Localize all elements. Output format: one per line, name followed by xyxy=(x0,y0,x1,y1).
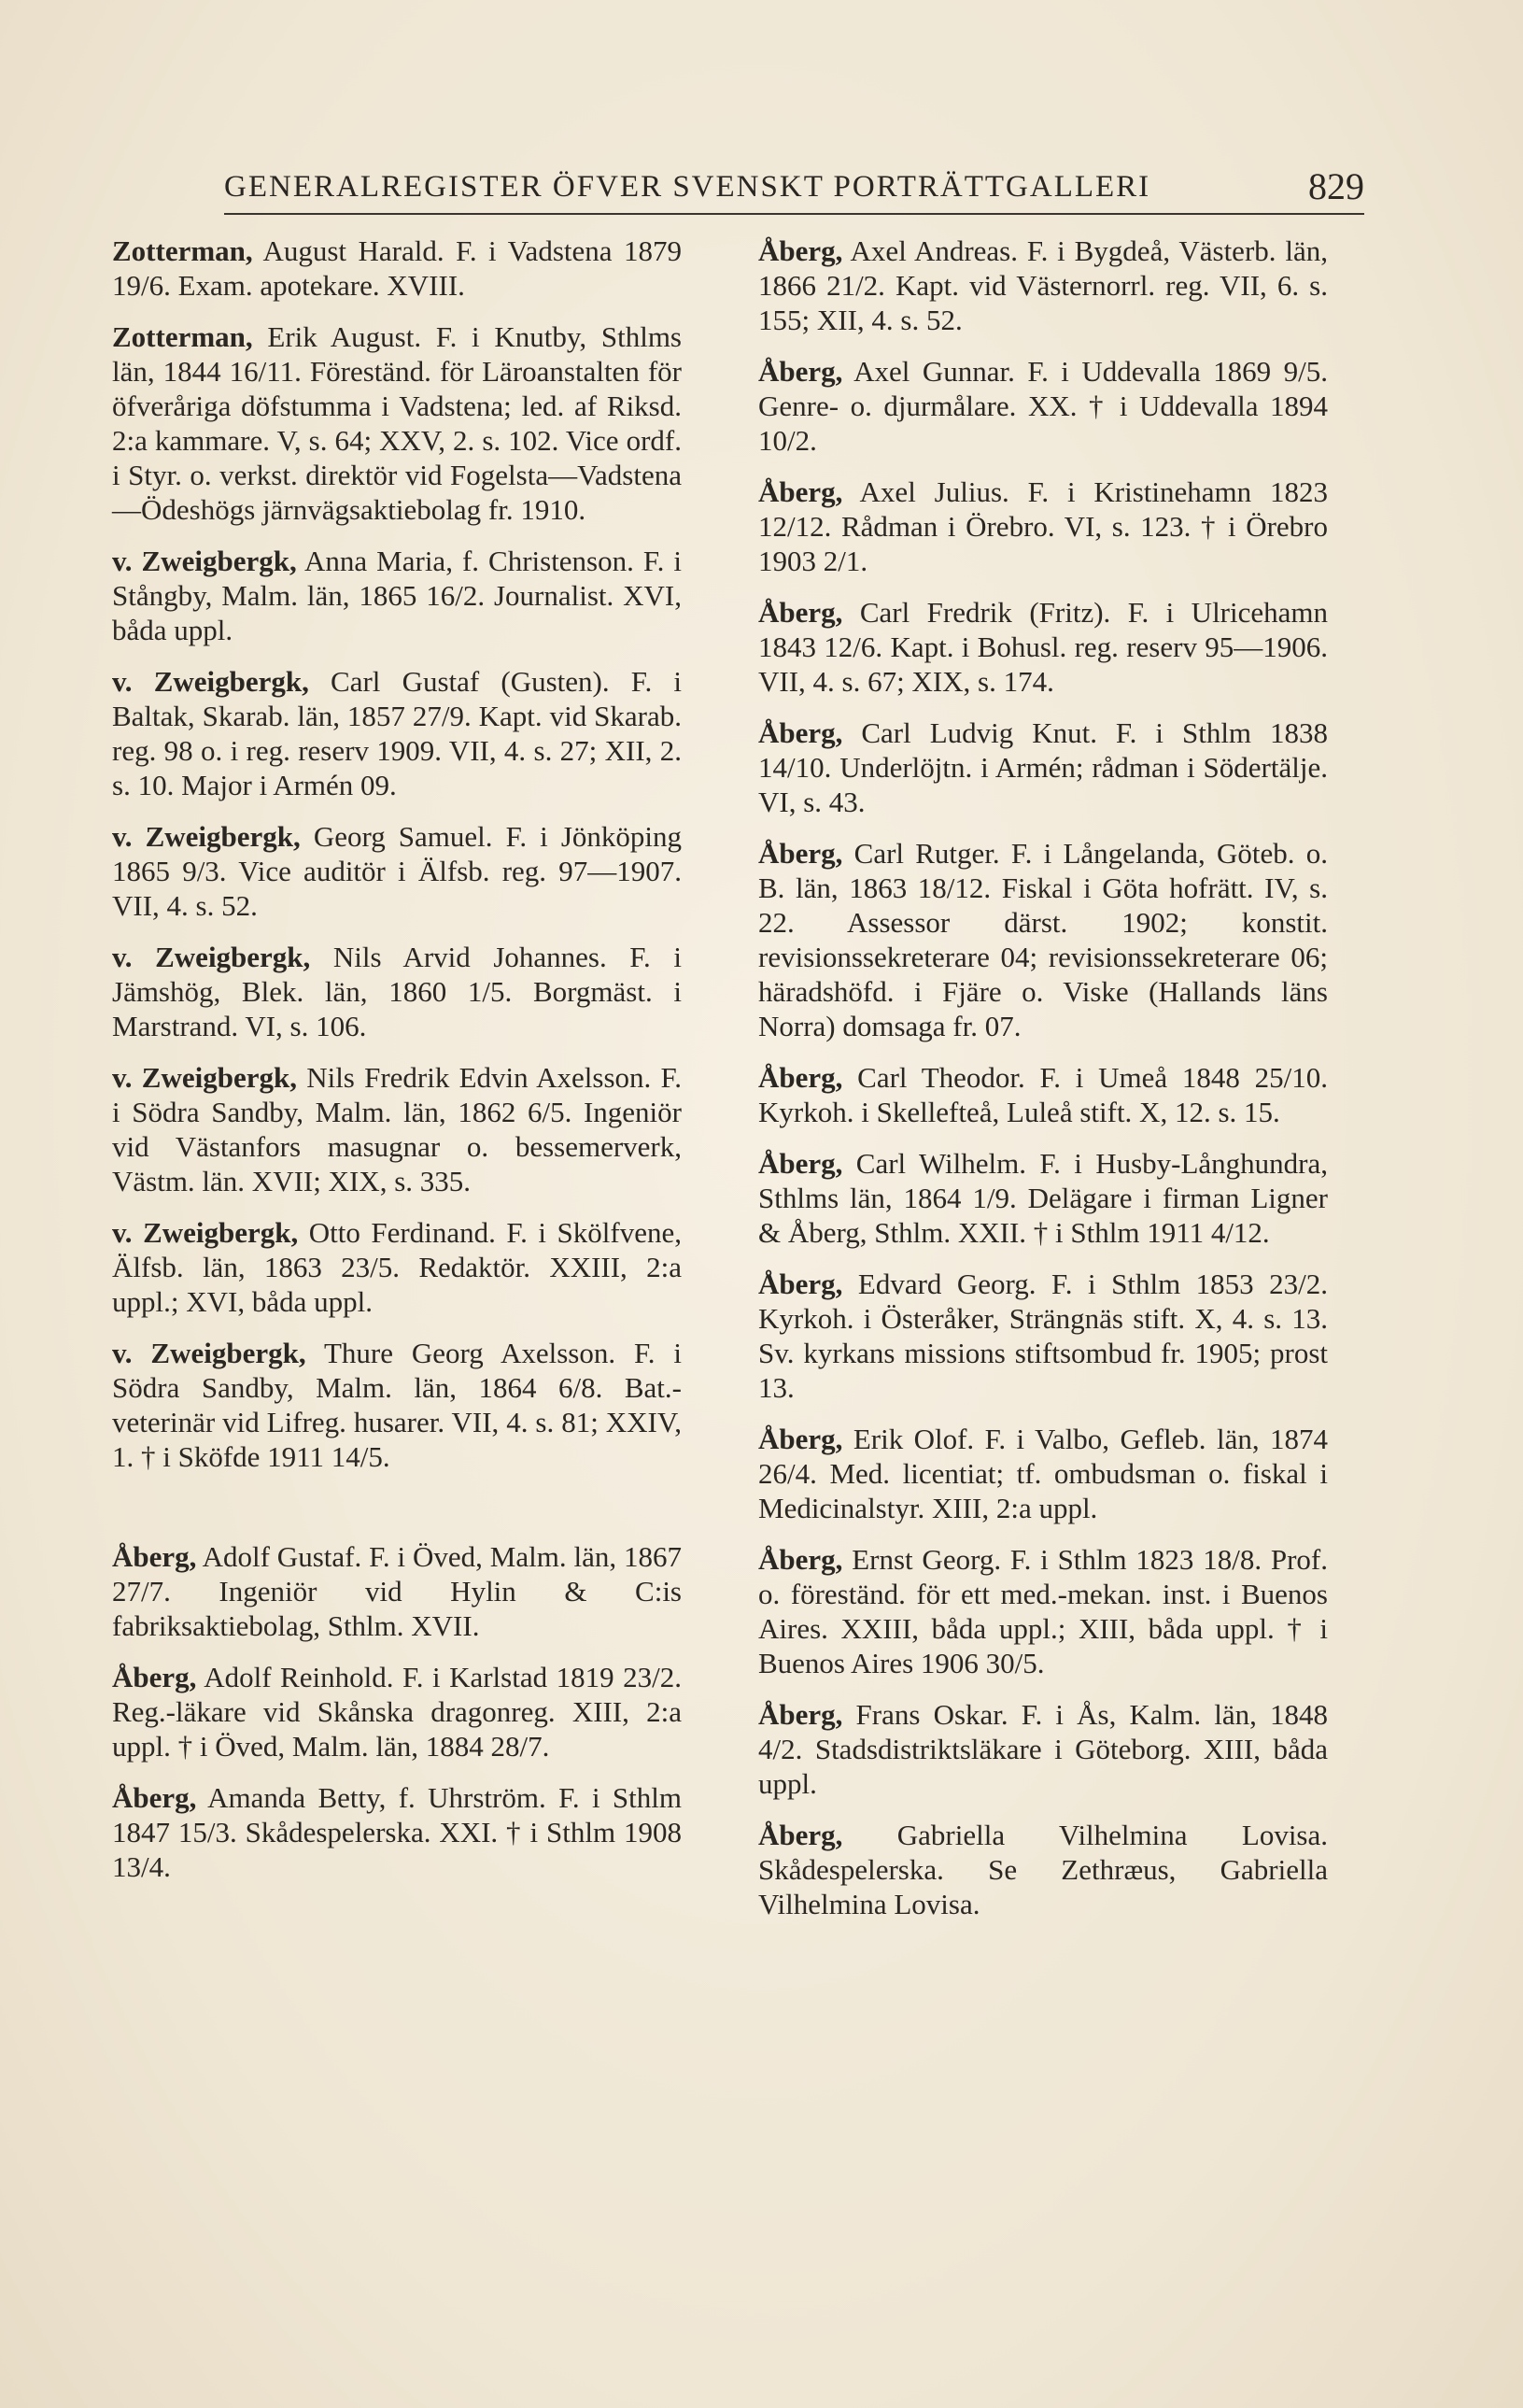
entry-name: v. Zweigbergk, xyxy=(112,820,301,853)
running-head: GENERALREGISTER ÖFVER SVENSKT PORTRÄTTGALLERI xyxy=(224,170,1151,204)
section-gap xyxy=(112,1491,682,1539)
entry-name: Åberg, xyxy=(758,1698,843,1731)
entry-text: Adolf Gustaf. F. i Öved, Malm. län, 1867 27/7. Ingeniör vid Hylin & C:is fabriksaktiebolag, Sthlm. XVII. xyxy=(112,1540,682,1642)
register-entry xyxy=(112,1336,682,1474)
right-column xyxy=(758,234,1328,1938)
register-entry xyxy=(758,715,1328,819)
entry-name: Åberg, xyxy=(112,1540,197,1573)
entry-text: Erik Olof. F. i Valbo, Gefleb. län, 1874 26/4. Med. licentiat; tf. ombudsman o. fiskal i Medicinalstyr. XIII, 2:a uppl. xyxy=(758,1423,1329,1524)
entry-name: Åberg, xyxy=(758,234,843,267)
register-entry xyxy=(112,544,682,647)
entry-text: Axel Andreas. F. i Bygdeå, Västerb. län, 1866 21/2. Kapt. vid Västernorrl. reg. VII, 6. s. 155; XII, 4. s. 52. xyxy=(758,234,1328,336)
register-entry xyxy=(112,234,682,303)
entry-name: v. Zweigbergk, xyxy=(112,1216,299,1249)
register-entry xyxy=(758,1818,1328,1921)
entry-text: Georg Samuel. F. i Jönköping 1865 9/3. Vice auditör i Älfsb. reg. 97—1907. VII, 4. s. 52. xyxy=(112,820,682,922)
entry-name: Åberg, xyxy=(758,1268,843,1300)
entry-name: Åberg, xyxy=(758,1543,843,1576)
register-entry xyxy=(112,1060,682,1198)
entry-name: v. Zweigbergk, xyxy=(112,545,297,577)
entry-text: Carl Gustaf (Gusten). F. i Baltak, Skarab. län, 1857 27/9. Kapt. vid Skarab. reg. 98 o. i reg. reserv 1909. VII, 4. s. 27; XII, 2. s. 10. Major i Armén 09. xyxy=(112,665,683,801)
entry-text: Nils Arvid Johannes. F. i Jämshög, Blek. län, 1860 1/5. Borgmäst. i Marstrand. VI, s. 106. xyxy=(112,941,682,1042)
entry-name: Åberg, xyxy=(758,1061,843,1094)
entry-text: Carl Theodor. F. i Umeå 1848 25/10. Kyrkoh. i Skellefteå, Luleå stift. X, 12. s. 15. xyxy=(758,1061,1329,1128)
entry-text: Frans Oskar. F. i Ås, Kalm. län, 1848 4/2. Stadsdistriktsläkare i Göteborg. XIII, båda uppl. xyxy=(758,1698,1329,1800)
entry-name: v. Zweigbergk, xyxy=(112,1061,297,1094)
register-entry xyxy=(112,1660,682,1764)
register-entry xyxy=(758,1060,1328,1129)
register-entry xyxy=(112,319,682,527)
register-entry xyxy=(112,1539,682,1643)
entry-text: Ernst Georg. F. i Sthlm 1823 18/8. Prof. o. föreständ. för ett med.-mekan. inst. i Buenos Aires. XXIII, båda uppl.; XIII, båda uppl. † i Buenos Aires 1906 30/5. xyxy=(758,1543,1329,1679)
entry-text: Thure Georg Axelsson. F. i Södra Sandby, Malm. län, 1864 6/8. Bat.-veterinär vid Lifreg. husarer. VII, 4. s. 81; XXIV, 1. † i Sköfde 1911 14/5. xyxy=(112,1337,682,1473)
entry-name: Åberg, xyxy=(758,596,843,629)
entry-text: Axel Gunnar. F. i Uddevalla 1869 9/5. Genre- o. djurmålare. XX. † i Uddevalla 1894 10/2. xyxy=(758,355,1328,457)
entry-text: Erik August. F. i Knutby, Sthlms län, 1844 16/11. Föreständ. för Läroanstalten för öfveråriga döfstumma i Vadstena; led. af Riksd. 2:a kammare. V, s. 64; XXV, 2. s. 102. Vice ordf. i Styr. o. verkst. direktör vid Fogelsta—Vadstena—Ödeshögs järnvägsaktiebolag fr. 1910. xyxy=(112,320,682,526)
entry-text: Gabriella Vilhelmina Lovisa. Skådespelerska. Se Zethræus, Gabriella Vilhelmina Lovisa. xyxy=(758,1819,1329,1920)
entry-text: Anna Maria, f. Christenson. F. i Stångby, Malm. län, 1865 16/2. Journalist. XVI, båda uppl. xyxy=(112,545,682,646)
register-entry xyxy=(112,1780,682,1884)
entry-text: Amanda Betty, f. Uhrström. F. i Sthlm 1847 15/3. Skådespelerska. XXI. † i Sthlm 1908 13/4. xyxy=(112,1781,682,1883)
entry-name: Åberg, xyxy=(758,716,843,749)
entry-name: Åberg, xyxy=(758,1819,843,1851)
left-column xyxy=(112,234,682,1901)
entry-name: Åberg, xyxy=(758,355,843,388)
entry-name: v. Zweigbergk, xyxy=(112,665,309,698)
entry-text: Edvard Georg. F. i Sthlm 1853 23/2. Kyrkoh. i Österåker, Strängnäs stift. X, 4. s. 13. Sv. kyrkans missions stiftsombud fr. 1905; prost 13. xyxy=(758,1268,1328,1404)
entry-name: Åberg, xyxy=(758,475,843,508)
entry-name: Åberg, xyxy=(112,1661,197,1693)
entry-name: Åberg, xyxy=(112,1781,197,1814)
register-entry xyxy=(758,1697,1328,1801)
register-entry xyxy=(758,836,1328,1043)
entry-name: v. Zweigbergk, xyxy=(112,1337,306,1369)
entry-name: v. Zweigbergk, xyxy=(112,941,311,973)
register-entry xyxy=(112,940,682,1043)
register-entry xyxy=(112,664,682,802)
register-entry xyxy=(112,819,682,923)
register-entry xyxy=(758,354,1328,458)
entry-name: Zotterman, xyxy=(112,320,253,353)
register-entry xyxy=(758,1422,1328,1525)
entry-name: Zotterman, xyxy=(112,234,253,267)
register-entry xyxy=(758,1542,1328,1680)
entry-text: Adolf Reinhold. F. i Karlstad 1819 23/2. Reg.-läkare vid Skånska dragonreg. XIII, 2:a uppl. † i Öved, Malm. län, 1884 28/7. xyxy=(112,1661,682,1763)
page-number: 829 xyxy=(1308,165,1364,207)
register-entry xyxy=(758,595,1328,699)
entry-text: August Harald. F. i Vadstena 1879 19/6. Exam. apotekare. XVIII. xyxy=(112,234,682,302)
entry-text: Carl Rutger. F. i Långelanda, Göteb. o. B. län, 1863 18/12. Fiskal i Göta hofrätt. IV, s. 22. Assessor därst. 1902; konstit. revisionssekreterare 04; revisionssekreterare 06; häradshöfd. i Fjäre o. Viske (Hallands läns Norra) domsaga fr. 07. xyxy=(758,837,1329,1042)
entry-text: Carl Wilhelm. F. i Husby-Långhundra, Sthlms län, 1864 1/9. Delägare i firman Ligner & Åberg, Sthlm. XXII. † i Sthlm 1911 4/12. xyxy=(758,1147,1328,1249)
page-header xyxy=(224,157,1364,215)
entry-text: Carl Fredrik (Fritz). F. i Ulricehamn 1843 12/6. Kapt. i Bohusl. reg. reserv 95—1906. VII, 4. s. 67; XIX, s. 174. xyxy=(758,596,1329,698)
entry-name: Åberg, xyxy=(758,837,843,870)
entry-name: Åberg, xyxy=(758,1423,843,1455)
register-entry xyxy=(758,1146,1328,1250)
register-entry xyxy=(112,1215,682,1319)
entry-text: Carl Ludvig Knut. F. i Sthlm 1838 14/10. Underlöjtn. i Armén; rådman i Södertälje. VI, s. 43. xyxy=(758,716,1329,818)
register-entry xyxy=(758,1267,1328,1405)
register-entry xyxy=(758,234,1328,337)
entry-text: Nils Fredrik Edvin Axelsson. F. i Södra Sandby, Malm. län, 1862 6/5. Ingeniör vid Västanfors masugnar o. bessemerverk, Västm. län. XVII; XIX, s. 335. xyxy=(112,1061,683,1197)
entry-text: Otto Ferdinand. F. i Skölfvene, Älfsb. län, 1863 23/5. Redaktör. XXIII, 2:a uppl.; XVI, båda uppl. xyxy=(112,1216,682,1318)
entry-name: Åberg, xyxy=(758,1147,843,1180)
register-entry xyxy=(758,475,1328,578)
entry-text: Axel Julius. F. i Kristinehamn 1823 12/12. Rådman i Örebro. VI, s. 123. † i Örebro 1903 2/1. xyxy=(758,475,1328,577)
